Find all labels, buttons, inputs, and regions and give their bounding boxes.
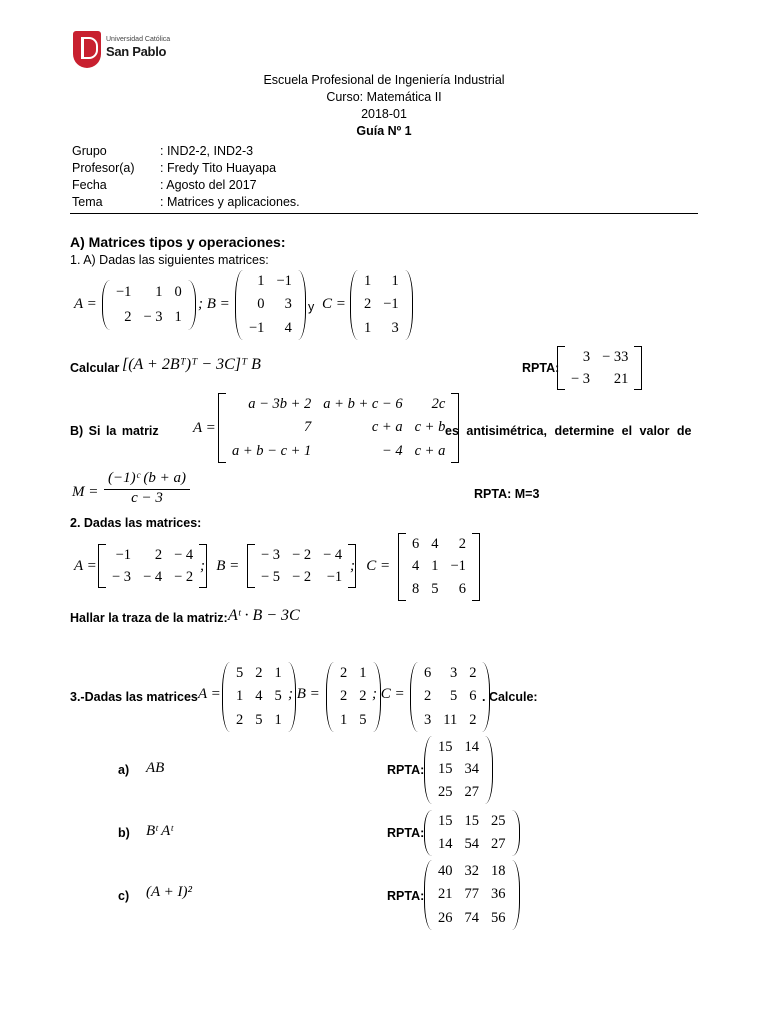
section-title: A) Matrices tipos y operaciones: (70, 234, 286, 250)
matrix-row (406, 533, 472, 556)
label-C: C = (322, 296, 346, 312)
traza-expression: Aᵗ · B − 3C (228, 607, 300, 624)
matrix-cell: 25 (438, 784, 453, 801)
matrix-row (565, 368, 634, 390)
matrix-cell: 6 (469, 688, 477, 705)
matrix-cell: 1 (236, 688, 244, 705)
info-label: Fecha (72, 178, 107, 192)
matrix-cell: −1 (115, 546, 132, 563)
matrix-cell: 15 (438, 761, 453, 778)
info-label: Tema (72, 195, 103, 209)
matrix-row (226, 440, 451, 463)
rpta-M: RPTA: M=3 (474, 487, 540, 501)
matrix-cell: 21 (613, 370, 629, 387)
matrix-row (432, 810, 512, 833)
matrix-row (106, 544, 199, 566)
matrix-cell: 2c (431, 396, 446, 413)
matrix-cell: 2 (236, 711, 244, 728)
matrix-cell: − 33 (602, 348, 629, 365)
matrix-cell: c + a (414, 442, 446, 459)
matrix-cell: 74 (464, 909, 479, 926)
matrix-row (418, 709, 482, 732)
traza-label: Hallar la traza de la matriz: (70, 611, 228, 625)
matrix-cell: 15 (438, 738, 453, 755)
guide-title: Guía Nº 1 (356, 124, 412, 138)
item-expression: (A + I)² (146, 884, 192, 900)
matrix-cell: −1 (276, 273, 292, 290)
matrix-cell: 0 (174, 284, 182, 300)
matrix-cell: − 4 (143, 568, 163, 585)
problem-1-intro: 1. A) Dadas las siguientes matrices: (70, 253, 269, 267)
matrix-cell: a + b − c + 1 (232, 442, 312, 459)
matrix-row (230, 685, 288, 708)
matrix-cell: − 5 (261, 568, 281, 585)
matrix-cell: 2 (255, 665, 263, 682)
matrix-cell: 3 (284, 296, 292, 313)
matrix-cell: 4 (431, 535, 439, 552)
matrix-row (432, 833, 512, 856)
matrix-A-3 (222, 662, 296, 732)
matrix-row (110, 305, 188, 330)
matrix-cell: 1 (340, 711, 348, 728)
calc-label: Calcular (70, 361, 120, 375)
matrix-row (243, 317, 298, 340)
label-A-2: A = (74, 558, 97, 574)
problem-3-calc: . Calcule: (482, 690, 538, 704)
school-name: Escuela Profesional de Ingeniería Industrial (263, 73, 505, 87)
matrix-A-antisym (218, 393, 459, 463)
matrix-cell: 54 (464, 836, 479, 852)
matrix-row (418, 662, 482, 685)
matrix-A (102, 280, 196, 330)
matrix-cell: 1 (274, 711, 282, 728)
matrix-cell: 2 (424, 688, 432, 705)
matrix-cell: 25 (491, 813, 506, 829)
matrix-cell: − 4 (174, 546, 194, 563)
matrix-row (406, 556, 472, 579)
matrix-cell: 6 (458, 581, 466, 598)
problem-1b-text: B) Si la matriz (70, 424, 159, 438)
matrix-cell: 5 (255, 711, 263, 728)
label-A-1b: A = (193, 420, 216, 436)
matrix-cell: 32 (464, 863, 479, 880)
matrix-cell: 5 (431, 581, 439, 598)
label-M: M = (72, 484, 99, 500)
matrix-cell: 4 (412, 558, 420, 575)
matrix-cell: 11 (443, 711, 458, 728)
matrix-row (243, 293, 298, 316)
matrix-cell: 5 (359, 711, 367, 728)
matrix-row (432, 781, 485, 804)
matrix-cell: 2 (364, 296, 372, 313)
matrix-cell: 2 (469, 665, 477, 682)
matrix-cell: − 2 (292, 546, 312, 563)
problem-2-title: 2. Dadas las matrices: (70, 516, 202, 530)
matrix-cell: 34 (464, 761, 479, 778)
matrix-B-2 (247, 544, 356, 588)
matrix-cell: − 4 (323, 546, 343, 563)
matrix-cell: 1 (364, 319, 372, 336)
matrix-cell: 15 (464, 813, 479, 829)
matrix-cell: 18 (491, 863, 506, 880)
matrix-cell: −1 (450, 558, 466, 575)
matrix-row (432, 736, 485, 759)
matrix-cell: 5 (274, 688, 282, 705)
item-expression: Bᵗ Aᵗ (146, 823, 173, 839)
matrix-cell: 27 (464, 784, 479, 801)
label-C-2: ; C = (350, 558, 391, 574)
matrix-cell: − 2 (174, 568, 194, 585)
matrix-cell: 3 (449, 665, 458, 682)
matrix-cell: 1 (359, 665, 367, 682)
logo-line2: San Pablo (106, 44, 167, 59)
matrix-row (110, 280, 188, 305)
matrix-cell: a − 3b + 2 (248, 396, 312, 413)
label-C-3: ; C = (372, 686, 405, 702)
matrix-row (358, 317, 405, 340)
conjunction-y: y (308, 300, 315, 314)
matrix-cell: −1 (249, 319, 265, 336)
matrix-cell: 1 (155, 284, 163, 300)
matrix-cell: 1 (257, 273, 265, 290)
label-B: ; B = (198, 296, 230, 312)
info-value: : Fredy Tito Huayapa (160, 161, 277, 175)
M-fraction (104, 470, 190, 507)
matrix-cell: 1 (174, 309, 182, 325)
matrix-cell: 56 (491, 909, 506, 926)
matrix-row (334, 685, 373, 708)
rpta-label: RPTA: (522, 361, 560, 375)
info-label: Grupo (72, 144, 107, 158)
matrix-row (255, 566, 348, 588)
matrix-row (406, 578, 472, 601)
matrix-cell: − 4 (381, 442, 403, 459)
matrix-cell: 8 (412, 581, 420, 598)
matrix-cell: 2 (340, 688, 348, 705)
rpta-label: RPTA: (387, 763, 425, 777)
matrix-cell: 2 (359, 688, 367, 705)
matrix-C (350, 270, 413, 340)
matrix-row (230, 662, 288, 685)
matrix-cell: −1 (326, 568, 343, 585)
matrix-row (358, 293, 405, 316)
matrix-cell: c + a (371, 419, 403, 436)
matrix-cell: 6 (424, 665, 432, 682)
matrix-cell: a + b + c − 6 (323, 396, 403, 413)
rpta-label: RPTA: (387, 889, 425, 903)
matrix-cell: 1 (391, 273, 399, 290)
item-tag: c) (118, 889, 130, 903)
header-divider (70, 213, 698, 214)
matrix-row (334, 662, 373, 685)
matrix-row (334, 709, 373, 732)
label-B-2: ; B = (200, 558, 240, 574)
matrix-cell: 5 (449, 688, 458, 705)
rpta-label: RPTA: (387, 826, 425, 840)
matrix-C-3 (410, 662, 490, 732)
matrix-cell: 1 (274, 665, 282, 682)
item-tag: a) (118, 763, 130, 777)
label-A: A = (74, 296, 97, 312)
M-denominator: c − 3 (131, 490, 163, 506)
info-value: : Agosto del 2017 (160, 178, 257, 192)
course-name: Curso: Matemática II (326, 90, 442, 104)
matrix-cell: 1 (364, 273, 372, 290)
matrix-cell: 1 (431, 558, 439, 575)
label-B-3: ; B = (288, 686, 320, 702)
item-expression: AB (146, 760, 165, 776)
matrix-row (226, 416, 451, 439)
matrix-row (230, 709, 288, 732)
matrix-row (243, 270, 298, 293)
matrix-cell: 26 (438, 909, 453, 926)
label-A-3: A = (198, 686, 221, 702)
matrix-row (226, 393, 451, 416)
matrix-cell: 3 (582, 348, 591, 365)
matrix-cell: − 3 (571, 370, 591, 387)
info-label: Profesor(a) (72, 161, 135, 175)
problem-3-lead: 3.-Dadas las matrices (70, 690, 198, 704)
matrix-row (255, 544, 348, 566)
matrix-cell: 36 (491, 886, 506, 903)
matrix-cell: 0 (257, 296, 265, 313)
matrix-cell: c + b (414, 419, 446, 436)
matrix-cell: − 3 (261, 546, 281, 563)
matrix-row (432, 759, 485, 782)
matrix-A-2 (98, 544, 207, 588)
matrix-cell: 4 (284, 319, 292, 336)
matrix-row (418, 685, 482, 708)
info-value: : Matrices y aplicaciones. (160, 195, 300, 209)
matrix-cell: 14 (438, 836, 453, 852)
problem-1b-text-post: es antisimétrica, determine el valor de (445, 424, 692, 438)
matrix-cell: 3 (424, 711, 432, 728)
matrix-cell: −1 (383, 296, 399, 313)
info-value: : IND2-2, IND2-3 (160, 144, 254, 158)
matrix-row (106, 566, 199, 588)
matrix-cell: 5 (236, 665, 244, 682)
calc-expression: [(A + 2Bᵀ)ᵀ − 3C]ᵀ B (122, 356, 261, 373)
matrix-cell: 27 (491, 836, 506, 852)
matrix-cell: 2 (458, 535, 466, 552)
matrix-C-2 (398, 533, 480, 601)
matrix-cell: − 3 (143, 309, 163, 325)
matrix-cell: 40 (438, 863, 453, 880)
matrix-cell: 2 (340, 665, 348, 682)
matrix-cell: 4 (255, 688, 263, 705)
matrix-cell: − 2 (292, 568, 312, 585)
rpta-matrix-1 (557, 346, 642, 390)
item-tag: b) (118, 826, 130, 840)
matrix-cell: 3 (391, 319, 399, 336)
matrix-cell: 77 (464, 886, 479, 903)
matrix-cell: 6 (412, 535, 420, 552)
matrix-row (358, 270, 405, 293)
matrix-row (432, 860, 512, 883)
matrix-cell: 7 (304, 419, 312, 436)
matrix-cell: 14 (464, 738, 479, 755)
matrix-cell: 2 (124, 309, 132, 325)
matrix-cell: 2 (469, 711, 477, 728)
shield-logo-icon (73, 31, 101, 68)
matrix-cell: 21 (438, 886, 453, 903)
matrix-cell: −1 (116, 284, 132, 300)
matrix-cell: 15 (438, 813, 453, 829)
rpta-matrix-3b (424, 810, 520, 856)
rpta-matrix-3a (424, 736, 493, 804)
rpta-matrix-3c (424, 860, 520, 930)
term: 2018-01 (361, 107, 407, 121)
matrix-row (432, 907, 512, 930)
matrix-cell: 2 (154, 546, 163, 563)
logo-line1: Universidad Católica (106, 36, 171, 43)
matrix-row (565, 346, 634, 368)
matrix-row (432, 883, 512, 906)
matrix-B (235, 270, 306, 340)
M-numerator: (−1)ᶜ (b + a) (104, 470, 190, 490)
matrix-cell: − 3 (112, 568, 132, 585)
